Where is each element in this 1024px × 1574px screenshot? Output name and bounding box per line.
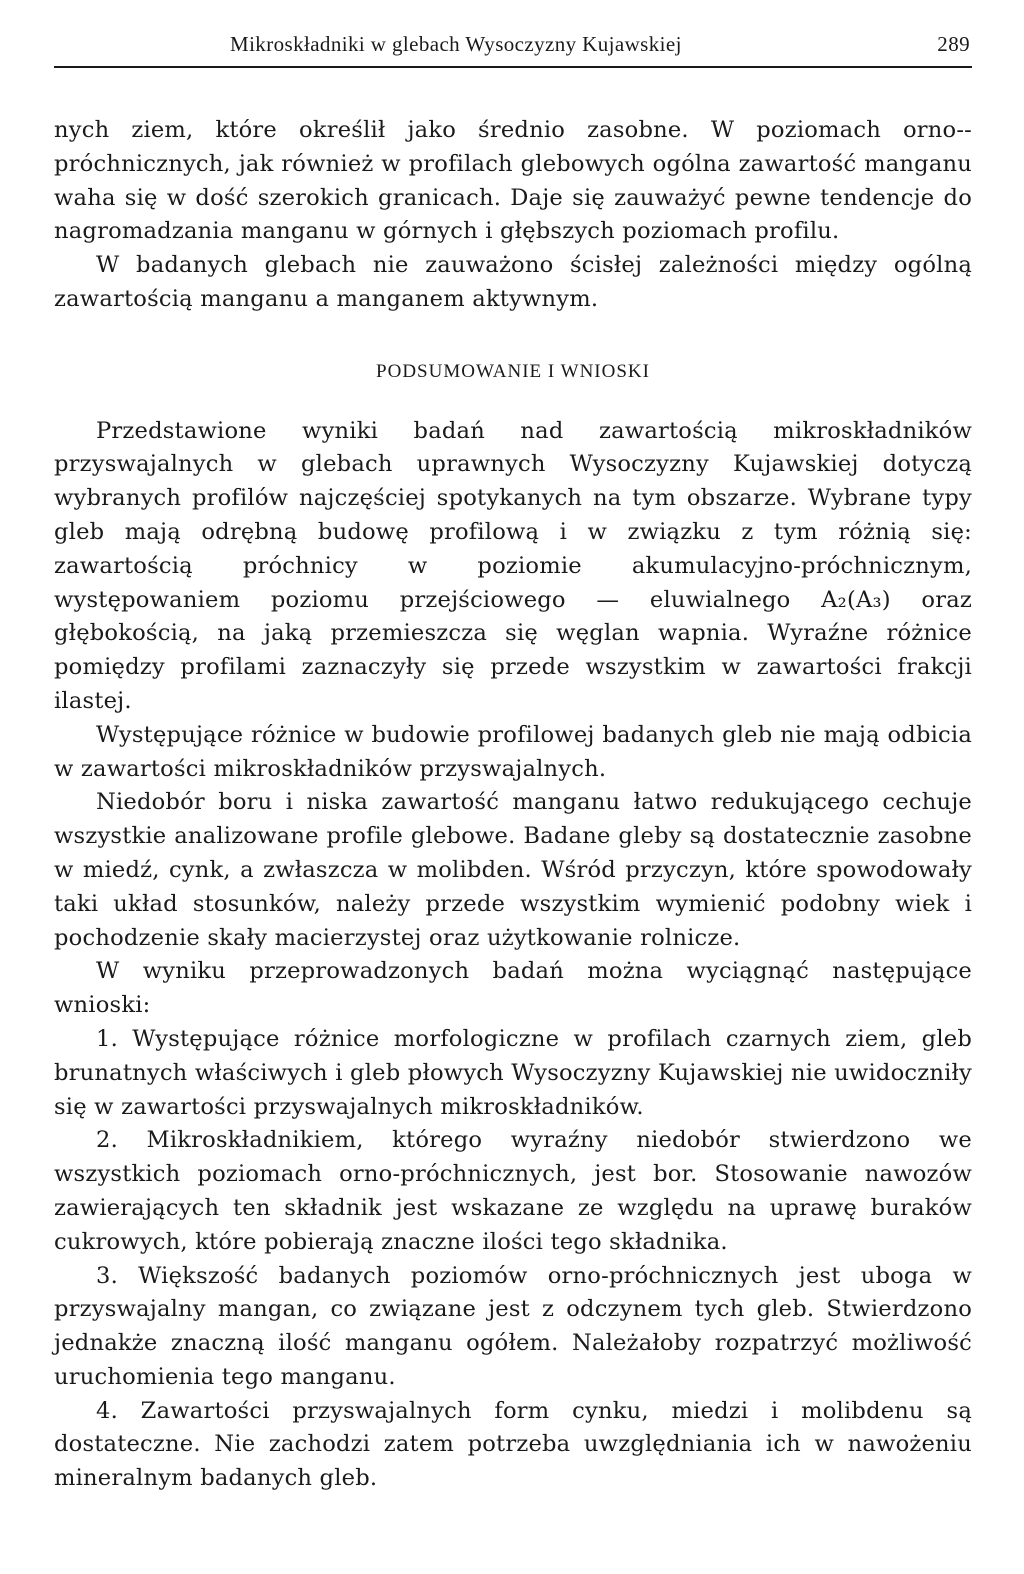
conclusion-item-3: 3. Większość badanych poziomów orno-próchnicznych jest uboga w przyswajalny mangan, co związane jest z odczynem tych gleb. Stwierdzono jednakże znaczną ilość manganu ogółem. Należałoby rozpatrzyć możliwość uruchomienia tego manganu. <box>54 1262 972 1390</box>
conclusion-item-2: 2. Mikroskładnikiem, którego wyraźny niedobór stwierdzono we wszystkich poziomach orno-próchnicznych, jest bor. Stosowanie nawozów zawierających ten składnik jest wskazane ze względu na uprawę buraków cukrowych, które pobierają znaczne ilości tego składnika. <box>54 1127 972 1255</box>
header-rule <box>54 66 972 68</box>
running-title: Mikroskładniki w glebach Wysoczyzny Kujawskiej <box>230 32 682 56</box>
page <box>54 18 972 1492</box>
paragraph-profile-differences: Występujące różnice w budowie profilowej badanych gleb nie mają odbicia w zawartości mikroskładników przyswajalnych. <box>54 721 972 782</box>
body-text <box>54 114 972 1496</box>
page-number: 289 <box>937 32 970 56</box>
paragraph-conclusions-intro: W wyniku przeprowadzonych badań można wyciągnąć następujące wnioski: <box>54 958 972 1019</box>
paragraph-manganese: W badanych glebach nie zauważono ścisłej zależności między ogólną zawartością manganu a manganem aktywnym. <box>54 252 972 312</box>
running-header <box>54 18 972 64</box>
section-heading: PODSUMOWANIE I WNIOSKI <box>376 360 650 382</box>
paragraph-summary: Przedstawione wyniki badań nad zawartością mikroskładników przyswajalnych w glebach uprawnych Wysoczyzny Kujawskiej dotyczą wybranych profilów najczęściej spotykanych na tym obszarze. Wybrane typy gleb mają odrębną budowę profilową i w związku z tym różnią się: zawartością próchnicy w poziomie akumulacyjno-próchnicznym, występowaniem poziomu przejściowego — eluwialnego A₂(A₃) oraz głębokością, na jaką przemieszcza się węglan wapnia. Wyraźne różnice pomiędzy profilami zaznaczyły się przede wszystkim w zawartości frakcji ilastej. <box>54 417 972 714</box>
conclusion-item-1: 1. Występujące różnice morfologiczne w profilach czarnych ziem, gleb brunatnych właściwych i gleb płowych Wysoczyzny Kujawskiej nie uwidoczniły się w zawartości przyswajalnych mikroskładników. <box>54 1025 972 1120</box>
paragraph-continuation: nych ziem, które określił jako średnio zasobne. W poziomach orno--próchnicznych, jak również w profilach glebowych ogólna zawartość manganu waha się w dość szerokich granicach. Daje się zauważyć pewne tendencje do nagromadzania manganu w górnych i głębszych poziomach profilu. <box>54 117 972 245</box>
paragraph-deficiency: Niedobór boru i niska zawartość manganu łatwo redukującego cechuje wszystkie analizowane profile glebowe. Badane gleby są dostatecznie zasobne w miedź, cynk, a zwłaszcza w molibden. Wśród przyczyn, które spowodowały taki układ stosunków, należy przede wszystkim wymienić podobny wiek i pochodzenie skały macierzystej oraz użytkowanie rolnicze. <box>54 789 972 951</box>
conclusion-item-4: 4. Zawartości przyswajalnych form cynku, miedzi i molibdenu są dostateczne. Nie zachodzi zatem potrzeba uwzględniania ich w nawożeniu mineralnym badanych gleb. <box>54 1397 972 1492</box>
